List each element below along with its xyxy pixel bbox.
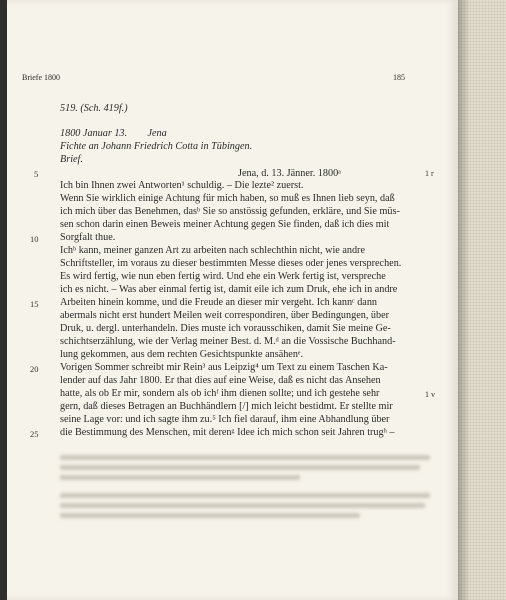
text-line: ich es nicht. – Was aber einmal fertig ist, damit eile ich zum Druk, ehe ich in andre xyxy=(60,284,398,295)
blurred-footnote-line xyxy=(60,513,360,518)
folio-mark: 1 v xyxy=(425,390,435,399)
text-line: lung gekommen, aus dem rechten Gesichtspunkte ansähenᵉ. xyxy=(60,349,304,360)
line-number: 25 xyxy=(30,429,39,439)
text-line: die Bestimmung des Menschen, mit derenᵍ Idee ich mich schon seit Jahren trugʰ – xyxy=(60,427,395,438)
text-line: ich mich über das Benehmen, dasᵇ Sie so anstössig gefunden, erkläre, und Sie müs- xyxy=(60,206,400,217)
text-line: Wenn Sie wirklich einige Achtung für mich haben, so muß es Ihnen lieb seyn, daß xyxy=(60,193,395,204)
text-line: hatte, als ob Er mir, sondern als ob ichᶠ ihm dienen sollte; und ich gestehe sehr xyxy=(60,388,380,399)
text-line: seine Lage vor: und ich sagte ihm zu.⁵ Ich fiel darauf, ihm eine Abhandlung über xyxy=(60,414,390,425)
blurred-footnote-line xyxy=(60,465,420,470)
gutter-shadow xyxy=(0,0,7,600)
letter-addressee: Fichte an Johann Friedrich Cotta in Tübingen. xyxy=(60,141,253,152)
text-line: abermals nicht erst hundert Meilen weit correspondiren, über Bedingungen, über xyxy=(60,310,390,321)
folio-mark: 1 r xyxy=(425,169,434,178)
text-line: gern, daß dieses Betragen an Buchhändlern [/] mich leicht bestidmt. Er stellte mir xyxy=(60,401,393,412)
text-line: Sorgfalt thue. xyxy=(60,232,116,243)
text-line: Ichᵇ kann, meiner ganzen Art zu arbeiten nach schlechthin nicht, wie andre xyxy=(60,245,365,256)
letter-number: 519. (Sch. 419f.) xyxy=(60,103,128,114)
text-line: Vorigen Sommer schreibt mir Rein³ aus Leipzig⁴ um Text zu einem Taschen Ka- xyxy=(60,362,388,373)
dateline: Jena, d. 13. Jänner. 1800ᵃ xyxy=(238,168,341,179)
text-line: schichtserzählung, wie der Verlag meiner Best. d. M.ᵈ an die Vossische Buchhand- xyxy=(60,336,396,347)
text-line: Druk, u. dergl. unterhandeln. Dies muste ich vorausschiken, damit Sie meine Ge- xyxy=(60,323,391,334)
line-number: 10 xyxy=(30,234,39,244)
text-line: Ich bin Ihnen zwei Antworten¹ schuldig. – Die lezte² zuerst. xyxy=(60,180,304,191)
line-number: 5 xyxy=(34,169,39,179)
blurred-footnote-line xyxy=(60,503,425,508)
letter-type: Brief. xyxy=(60,154,83,165)
text-line: Es wird fertig, wie nun eben fertig wird. Und ehe ein Werk fertig ist, verspreche xyxy=(60,271,386,282)
text-line: Schriftsteller, im voraus zu dieser bestimmten Messe dieses oder jenes versprechen. xyxy=(60,258,402,269)
text-line: lender auf das Jahr 1800. Er that dies auf eine Weise, daß es nicht das Ansehen xyxy=(60,375,381,386)
letter-date-place: 1800 Januar 13. Jena xyxy=(60,128,167,139)
text-line: Arbeiten hinein komme, und die Freude an dieser mir vergeht. Ich kannᶜ dann xyxy=(60,297,378,308)
page-number: 185 xyxy=(393,73,405,82)
blurred-footnote-line xyxy=(60,455,430,460)
text-line: sen schon darin einen Beweis meiner Achtung gegen Sie finden, daß ich dies mit xyxy=(60,219,390,230)
blurred-footnote-line xyxy=(60,475,300,480)
running-header: Briefe 1800 xyxy=(22,73,60,82)
line-number: 20 xyxy=(30,364,39,374)
line-number: 15 xyxy=(30,299,39,309)
blurred-footnote-line xyxy=(60,493,430,498)
page-edge-shadow xyxy=(458,0,470,600)
